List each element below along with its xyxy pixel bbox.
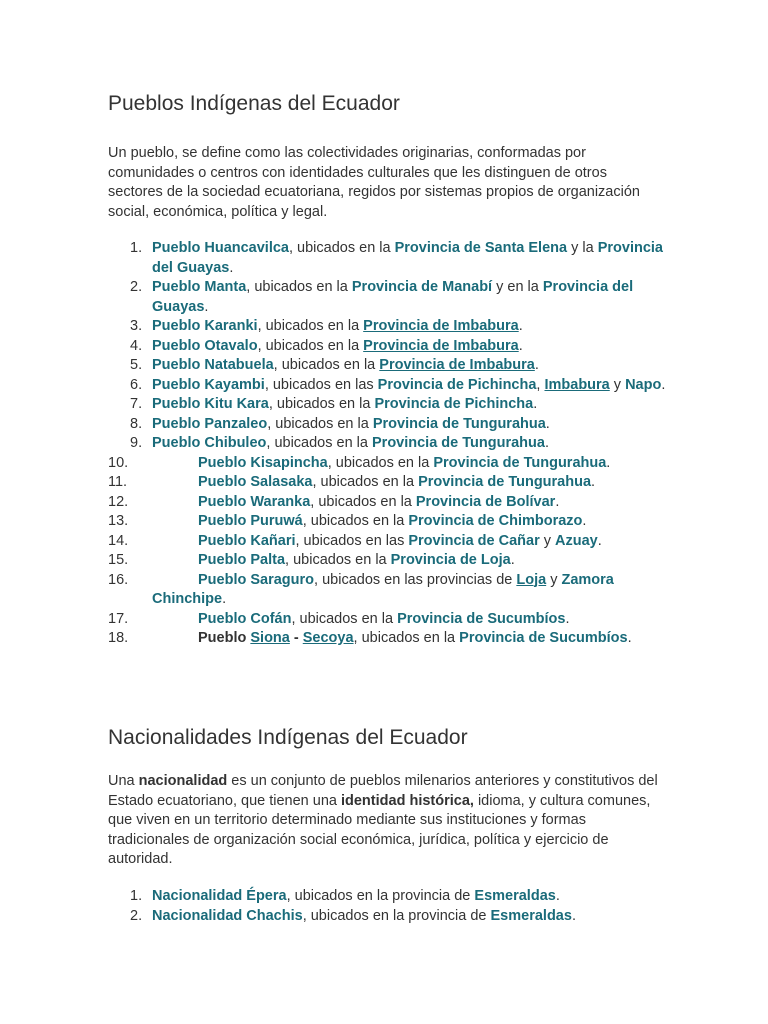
item-text: . bbox=[518, 337, 523, 354]
item-text: , ubicados en las provincias de bbox=[314, 571, 517, 588]
item-number: 5. bbox=[130, 357, 143, 373]
list-item bbox=[108, 887, 668, 907]
item-text: . bbox=[565, 610, 570, 627]
nacionalidades-list bbox=[108, 887, 668, 926]
intro-text: es un conjunto de pueblos milenarios anteriores y constitutivos del Estado ecuatoriano, que tienen una bbox=[108, 773, 658, 809]
item-text: , ubicados en la bbox=[353, 630, 460, 646]
link-secoya[interactable]: Secoya bbox=[302, 630, 354, 646]
list-item bbox=[108, 239, 668, 278]
item-text: . bbox=[606, 454, 611, 471]
link-pueblo-salasaka[interactable]: Pueblo Salasaka bbox=[198, 474, 313, 490]
item-text: . bbox=[555, 888, 560, 904]
list-item bbox=[108, 629, 668, 649]
item-text: , ubicados en la bbox=[246, 279, 352, 295]
item-number: 4. bbox=[130, 337, 143, 354]
item-number: 1. bbox=[130, 240, 143, 256]
item-text: , ubicados en la bbox=[312, 474, 419, 490]
link-provincia-pichincha[interactable]: Provincia de Pichincha bbox=[374, 396, 534, 412]
item-number: 15. bbox=[108, 552, 129, 568]
item-text: , ubicados en la provincia de bbox=[302, 907, 491, 924]
link-provincia-bolivar[interactable]: Provincia de Bolívar bbox=[415, 493, 556, 510]
item-text: y la bbox=[567, 240, 598, 256]
item-text: , ubicados en la bbox=[289, 240, 395, 256]
item-text: , ubicados en la bbox=[268, 396, 375, 412]
link-pueblo-saraguro[interactable]: Pueblo Saraguro bbox=[198, 571, 315, 588]
item-text: . bbox=[555, 493, 560, 510]
pueblos-list bbox=[108, 239, 668, 649]
link-pueblo-natabuela[interactable]: Pueblo Natabuela bbox=[152, 357, 274, 373]
item-text: y en la bbox=[492, 279, 543, 295]
item-text: , ubicados en la bbox=[310, 493, 416, 510]
link-nacionalidad-chachis[interactable]: Nacionalidad Chachis bbox=[152, 907, 303, 924]
list-item bbox=[108, 376, 668, 396]
item-text: . bbox=[229, 259, 234, 276]
link-pueblo-karanki[interactable]: Pueblo Karanki bbox=[152, 318, 258, 334]
item-indent bbox=[152, 455, 198, 471]
section-title-nacionalidades: Nacionalidades Indígenas del Ecuador bbox=[108, 726, 468, 749]
item-text: . bbox=[518, 318, 523, 334]
link-provincia-santa-elena[interactable]: Provincia de Santa Elena bbox=[394, 240, 568, 256]
item-number: 18. bbox=[108, 630, 129, 646]
link-provincia-pichincha[interactable]: Provincia de Pichincha bbox=[377, 376, 537, 393]
link-provincia-canar[interactable]: Provincia de Cañar bbox=[408, 532, 540, 549]
item-number: 12. bbox=[108, 493, 129, 510]
item-text: . bbox=[597, 532, 602, 549]
item-number: 2. bbox=[130, 279, 143, 295]
item-number: 1. bbox=[130, 888, 143, 904]
item-indent bbox=[152, 494, 198, 510]
link-pueblo-otavalo[interactable]: Pueblo Otavalo bbox=[152, 337, 258, 354]
link-imbabura[interactable]: Imbabura bbox=[544, 376, 610, 393]
link-pueblo-kanari[interactable]: Pueblo Kañari bbox=[198, 532, 296, 549]
item-text: . bbox=[582, 513, 587, 529]
nacionalidades-intro bbox=[108, 772, 660, 870]
link-pueblo-kisapincha[interactable]: Pueblo Kisapincha bbox=[198, 454, 328, 471]
link-provincia-sucumbios[interactable]: Provincia de Sucumbíos bbox=[459, 630, 628, 646]
link-provincia-imbabura[interactable]: Provincia de Imbabura bbox=[363, 318, 519, 334]
item-text: . bbox=[204, 298, 209, 315]
item-text: , ubicados en la bbox=[266, 435, 372, 451]
item-text: . bbox=[661, 376, 666, 393]
list-item bbox=[108, 610, 668, 630]
item-number: 13. bbox=[108, 513, 129, 529]
section-title-pueblos: Pueblos Indígenas del Ecuador bbox=[108, 92, 400, 115]
item-text: . bbox=[591, 474, 596, 490]
list-item bbox=[108, 415, 668, 435]
link-pueblo-kayambi[interactable]: Pueblo Kayambi bbox=[152, 376, 265, 393]
intro-text: idioma, y cultura comunes, que viven en un territorio determinado mediante sus instituciones y formas tradicionales de organización social económica, jurídica, política y ejercicio de autoridad. bbox=[108, 792, 651, 867]
link-pueblo-waranka[interactable]: Pueblo Waranka bbox=[198, 493, 311, 510]
link-provincia-tungurahua[interactable]: Provincia de Tungurahua bbox=[372, 415, 546, 432]
list-item bbox=[108, 395, 668, 415]
link-esmeraldas[interactable]: Esmeraldas bbox=[490, 907, 572, 924]
list-item bbox=[108, 532, 668, 552]
link-provincia-imbabura[interactable]: Provincia de Imbabura bbox=[363, 337, 519, 354]
link-pueblo-puruwa[interactable]: Pueblo Puruwá bbox=[198, 513, 303, 529]
separator: - bbox=[289, 630, 303, 646]
item-text: y bbox=[546, 571, 562, 588]
item-text: . bbox=[534, 357, 539, 373]
item-number: 14. bbox=[108, 532, 129, 549]
item-text: . bbox=[627, 630, 632, 646]
item-text: . bbox=[222, 591, 227, 607]
link-provincia-tungurahua[interactable]: Provincia de Tungurahua bbox=[372, 435, 545, 451]
item-text: , ubicados en la bbox=[257, 337, 364, 354]
link-provincia-tungurahua[interactable]: Provincia de Tungurahua bbox=[418, 474, 592, 490]
link-pueblo-chibuleo[interactable]: Pueblo Chibuleo bbox=[152, 435, 267, 451]
link-zamora-chinchipe[interactable]: Zamora Chinchipe bbox=[152, 571, 614, 607]
item-number: 17. bbox=[108, 610, 129, 627]
item-text: , ubicados en la provincia de bbox=[286, 888, 475, 904]
list-item bbox=[108, 571, 668, 610]
item-number: 16. bbox=[108, 571, 129, 588]
item-number: 8. bbox=[130, 415, 143, 432]
item-text: . bbox=[544, 435, 549, 451]
item-text: , ubicados en la bbox=[273, 357, 380, 373]
link-pueblo-kitu-kara[interactable]: Pueblo Kitu Kara bbox=[152, 396, 269, 412]
item-indent bbox=[152, 474, 198, 490]
pueblo-label: Pueblo bbox=[198, 630, 251, 646]
link-azuay[interactable]: Azuay bbox=[555, 532, 598, 549]
link-provincia-guayas[interactable]: Provincia del Guayas bbox=[152, 240, 663, 276]
item-indent bbox=[152, 533, 198, 549]
link-provincia-sucumbios[interactable]: Provincia de Sucumbíos bbox=[397, 610, 566, 627]
list-item bbox=[108, 434, 668, 454]
item-indent bbox=[152, 513, 198, 529]
link-loja[interactable]: Loja bbox=[516, 571, 547, 588]
link-provincia-manabi[interactable]: Provincia de Manabí bbox=[351, 279, 493, 295]
item-indent bbox=[152, 630, 198, 646]
list-item bbox=[108, 356, 668, 376]
item-text: , ubicados en la bbox=[327, 454, 434, 471]
item-text: , ubicados en la bbox=[267, 415, 373, 432]
intro-text: Una bbox=[108, 773, 139, 789]
link-provincia-imbabura[interactable]: Provincia de Imbabura bbox=[379, 357, 535, 373]
link-nacionalidad-epera[interactable]: Nacionalidad Épera bbox=[152, 888, 287, 904]
link-pueblo-panzaleo[interactable]: Pueblo Panzaleo bbox=[152, 415, 268, 432]
link-pueblo-huancavilca[interactable]: Pueblo Huancavilca bbox=[152, 240, 289, 256]
list-item bbox=[108, 473, 668, 493]
list-item bbox=[108, 493, 668, 513]
list-item bbox=[108, 278, 668, 317]
item-number: 9. bbox=[130, 435, 143, 451]
list-item bbox=[108, 454, 668, 474]
list-item bbox=[108, 512, 668, 532]
list-item bbox=[108, 337, 668, 357]
list-item bbox=[108, 551, 668, 571]
link-siona[interactable]: Siona bbox=[250, 630, 290, 646]
item-number: 7. bbox=[130, 396, 143, 412]
item-text: . bbox=[533, 396, 538, 412]
link-pueblo-cofan[interactable]: Pueblo Cofán bbox=[198, 610, 292, 627]
link-pueblo-palta[interactable]: Pueblo Palta bbox=[198, 552, 286, 568]
item-text: , ubicados en las bbox=[295, 532, 409, 549]
item-indent bbox=[152, 611, 198, 627]
list-item bbox=[108, 317, 668, 337]
item-text: , ubicados en la bbox=[285, 552, 391, 568]
item-text: , bbox=[536, 376, 545, 393]
link-provincia-loja[interactable]: Provincia de Loja bbox=[390, 552, 511, 568]
item-text: . bbox=[510, 552, 515, 568]
item-text: , ubicados en la bbox=[291, 610, 398, 627]
item-number: 10. bbox=[108, 454, 129, 471]
link-provincia-guayas[interactable]: Provincia del Guayas bbox=[152, 279, 634, 315]
item-text: , ubicados en las bbox=[264, 376, 378, 393]
item-number: 11. bbox=[108, 474, 128, 490]
intro-bold: identidad histórica, bbox=[340, 792, 474, 809]
item-text: . bbox=[545, 415, 550, 432]
item-number: 6. bbox=[130, 376, 143, 393]
link-esmeraldas[interactable]: Esmeraldas bbox=[474, 888, 556, 904]
intro-bold: nacionalidad bbox=[138, 773, 228, 789]
item-text: y bbox=[539, 532, 556, 549]
link-provincia-tungurahua[interactable]: Provincia de Tungurahua bbox=[433, 454, 607, 471]
link-pueblo-manta[interactable]: Pueblo Manta bbox=[152, 279, 247, 295]
item-number: 2. bbox=[130, 907, 143, 924]
pueblos-intro: Un pueblo, se define como las colectividades originarias, conformadas por comunidades o centros con identidades culturales que les distinguen de otros sectores de la sociedad ecuatoriana, regidos por sistemas propios de organización social, económica, política y legal. bbox=[108, 145, 640, 220]
link-napo[interactable]: Napo bbox=[625, 376, 662, 393]
item-text: y bbox=[609, 376, 626, 393]
item-number: 3. bbox=[130, 318, 143, 334]
item-text: , ubicados en la bbox=[302, 513, 409, 529]
list-item bbox=[108, 907, 668, 927]
item-text: , ubicados en la bbox=[257, 318, 364, 334]
item-text: . bbox=[571, 907, 576, 924]
link-provincia-chimborazo[interactable]: Provincia de Chimborazo bbox=[408, 513, 583, 529]
item-indent bbox=[152, 552, 198, 568]
item-indent bbox=[152, 572, 198, 588]
